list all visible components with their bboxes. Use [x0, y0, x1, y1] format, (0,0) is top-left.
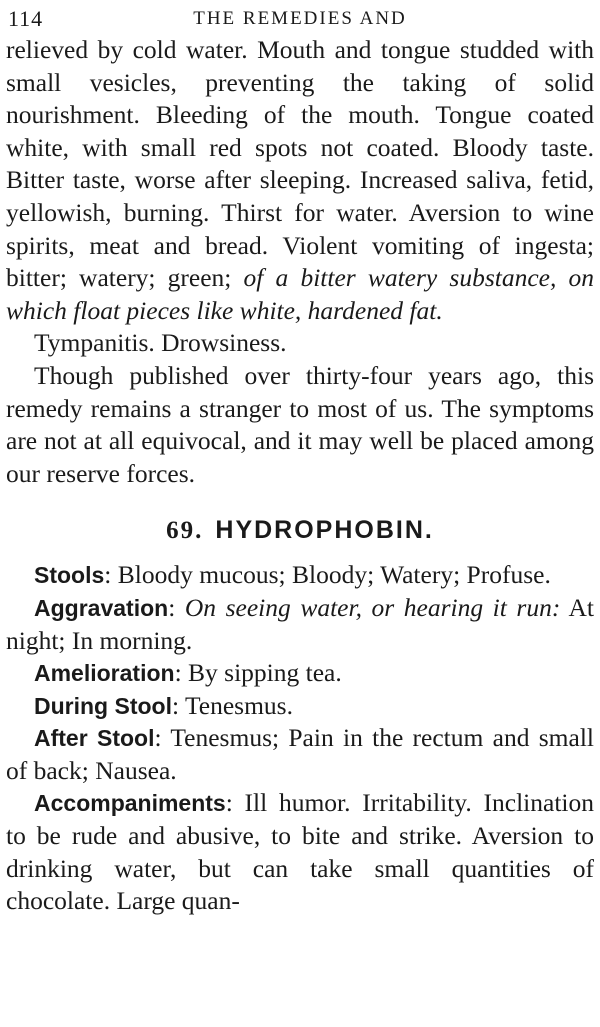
entry-stools [6, 559, 594, 592]
italic-text: of a bitter watery substance, on which float pieces like white, hardened fat. [6, 263, 594, 325]
entry-text: At night; In morning. [6, 592, 595, 655]
entry-accompaniments [6, 787, 594, 917]
entry-during-stool [6, 690, 594, 723]
entry-text: : Bloody mucous; Bloody; Watery; Profuse. [104, 560, 551, 590]
page-number: 114 [8, 6, 44, 31]
rubric-label: During Stool [34, 692, 172, 719]
running-title: THE REMEDIES AND [193, 8, 407, 29]
entry-text: : Tenesmus; Pain in the rectum and small of back; Nausea. [6, 723, 594, 785]
section-number: 69. [166, 517, 204, 545]
entry-after-stool [6, 722, 594, 787]
paragraph-text: relieved by cold water. Mouth and tongue studded with small vesicles, preventing the taking of solid nourishment. Bleeding of the mouth. Tongue coated white, with small red spots not coated. Bloody taste. Bitter taste, worse after sleeping. Increased saliva, fetid, yellowish, burning. Thirst for water. Aversion to wine spirits, meat and bread. Violent vomiting of ingesta; bitter; watery; green; [6, 35, 594, 293]
rubric-label: Accompaniments [34, 790, 226, 817]
entry-amelioration [6, 657, 594, 690]
rubric-label: After Stool [34, 725, 155, 752]
entry-text: : Tenesmus. [171, 690, 293, 720]
paragraph-continued [6, 34, 594, 327]
paragraph: Tympanitis. Drowsiness. [34, 328, 287, 358]
section-heading [6, 516, 594, 545]
rubric-label: Amelioration [34, 660, 175, 687]
paragraph: Though published over thirty-four years ago, this remedy remains a stranger to most of us. The symptoms are not at all equivocal, and it may well be placed among our reserve forces. [6, 360, 594, 488]
entry-colon: : [168, 592, 185, 622]
entry-aggravation [6, 592, 594, 657]
entry-text: : By sipping tea. [174, 658, 342, 688]
rubric-label: Aggravation [34, 594, 169, 621]
entry-text: : Ill humor. Irritability. Inclination to be rude and abusive, to bite and strike. Aversion to drinking water, but can take small quantities of chocolate. Large quan- [6, 788, 594, 916]
italic-text: On seeing water, or hearing it run: [184, 592, 561, 622]
section-title: HYDROPHOBIN. [215, 516, 434, 545]
rubric-label: Stools [34, 562, 105, 589]
running-head [6, 0, 594, 34]
